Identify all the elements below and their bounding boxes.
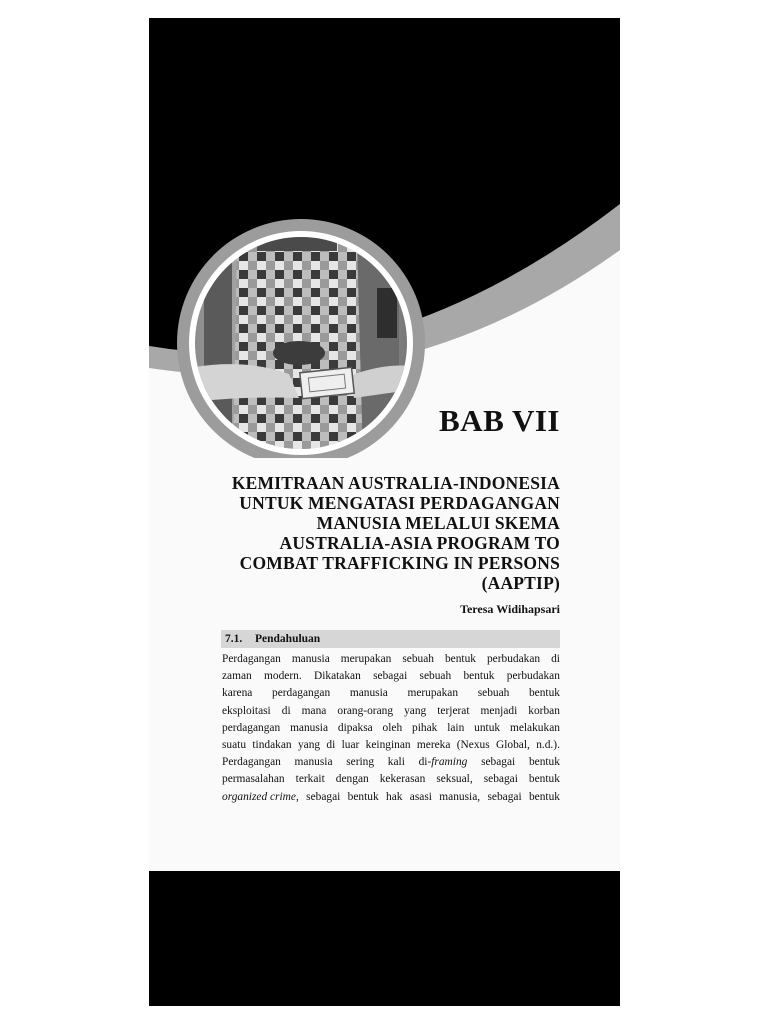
body-word: terjerat	[437, 704, 470, 717]
body-word: manusia	[294, 756, 333, 769]
body-word: perdagangan	[272, 687, 331, 700]
body-word: manusia	[291, 653, 330, 665]
body-word: sebuah	[419, 670, 452, 683]
body-line	[222, 754, 560, 771]
title-line: COMBAT TRAFFICKING IN PERSONS	[239, 553, 560, 573]
body-word: luar	[341, 739, 360, 752]
body-word: zaman	[222, 670, 252, 683]
body-word: modern.	[264, 670, 302, 683]
body-word: Perdagangan	[222, 756, 281, 769]
body-word: mereka	[416, 739, 451, 752]
body-word: oleh	[382, 721, 403, 734]
body-word: permasalahan	[222, 773, 285, 786]
body-word: manusia	[349, 687, 388, 700]
body-word: karena	[222, 687, 253, 700]
body-word: untuk	[474, 721, 501, 734]
body-word: sebagai	[487, 790, 522, 803]
body-word: menjadi	[480, 704, 518, 717]
body-word: korban	[528, 704, 560, 717]
body-word: merupakan	[340, 653, 392, 665]
body-line	[222, 703, 560, 720]
body-word: sebagai	[481, 756, 516, 769]
body-word: manusia,	[439, 790, 481, 803]
body-word: n.d.).	[536, 739, 560, 752]
body-word: bentuk	[444, 653, 476, 665]
title-line: AUSTRALIA-ASIA PROGRAM TO	[279, 533, 560, 553]
body-word: bentuk	[528, 687, 560, 700]
body-word: asasi	[409, 790, 432, 803]
body-word: manusia	[290, 721, 329, 734]
body-word: perbudakan	[506, 670, 560, 683]
bottom-black-band	[149, 871, 620, 1006]
book-page	[149, 18, 620, 1006]
body-line	[222, 737, 560, 754]
body-word: keinginan	[365, 739, 411, 752]
body-word: bentuk	[347, 790, 379, 803]
body-word: yang	[297, 739, 321, 752]
body-word: sebagai	[306, 790, 341, 803]
cover-art	[149, 18, 620, 458]
body-word: sering	[346, 756, 375, 769]
body-word: di	[281, 704, 291, 717]
body-line	[222, 685, 560, 702]
body-word: di	[326, 739, 336, 752]
body-word: lain	[447, 721, 465, 734]
body-line	[222, 771, 560, 788]
body-word: tindakan	[252, 739, 292, 752]
body-word: hak	[386, 790, 403, 803]
body-word: sebagai	[373, 670, 408, 683]
body-word: dengan	[335, 773, 369, 786]
body-word: sebagai	[483, 773, 518, 786]
body-word: bentuk	[463, 670, 495, 683]
chapter-heading: BAB VII	[439, 403, 560, 438]
title-line: UNTUK MENGATASI PERDAGANGAN	[239, 493, 560, 513]
body-word: di-framing	[418, 756, 468, 769]
body-paragraph	[222, 651, 560, 806]
body-word: eksploitasi	[222, 704, 271, 717]
body-line	[222, 668, 560, 685]
body-word: terkait	[295, 773, 325, 786]
title-line: MANUSIA MELALUI SKEMA	[316, 513, 560, 533]
section-number: 7.1.	[225, 633, 243, 645]
body-word: Global,	[496, 739, 530, 752]
body-line	[222, 720, 560, 737]
title-line: KEMITRAAN AUSTRALIA-INDONESIA	[231, 473, 560, 493]
title-line: (AAPTIP)	[481, 573, 560, 593]
body-word: seksual,	[436, 773, 473, 786]
body-word: pihak	[412, 721, 438, 734]
body-word: sebuah	[402, 653, 434, 665]
body-word: melakukan	[509, 721, 560, 734]
body-line	[222, 651, 560, 668]
body-word: di	[551, 653, 560, 665]
section-heading	[221, 630, 560, 648]
body-word: kali	[387, 756, 405, 769]
body-word: sebuah	[477, 687, 510, 700]
body-word: organized crime,	[222, 790, 299, 803]
body-word: bentuk	[528, 790, 560, 803]
body-word: Dikatakan	[313, 670, 361, 683]
body-word: perbudakan	[486, 653, 541, 665]
body-word: mana	[301, 704, 327, 717]
body-word: suatu	[222, 739, 247, 752]
body-word: perdagangan	[222, 721, 281, 734]
body-word: bentuk	[528, 773, 560, 786]
body-word: kekerasan	[379, 773, 426, 786]
body-word: dipaksa	[337, 721, 373, 734]
body-word: Perdagangan	[222, 653, 281, 665]
body-word: yang	[404, 704, 427, 717]
chapter-title	[207, 473, 560, 593]
body-word: orang-orang	[337, 704, 394, 717]
author-name: Teresa Widihapsari	[460, 602, 560, 616]
body-word: bentuk	[528, 756, 560, 769]
section-title: Pendahuluan	[255, 633, 321, 645]
body-line	[222, 789, 560, 806]
body-word: merupakan	[407, 687, 459, 700]
body-word: (Nexus	[456, 739, 490, 752]
